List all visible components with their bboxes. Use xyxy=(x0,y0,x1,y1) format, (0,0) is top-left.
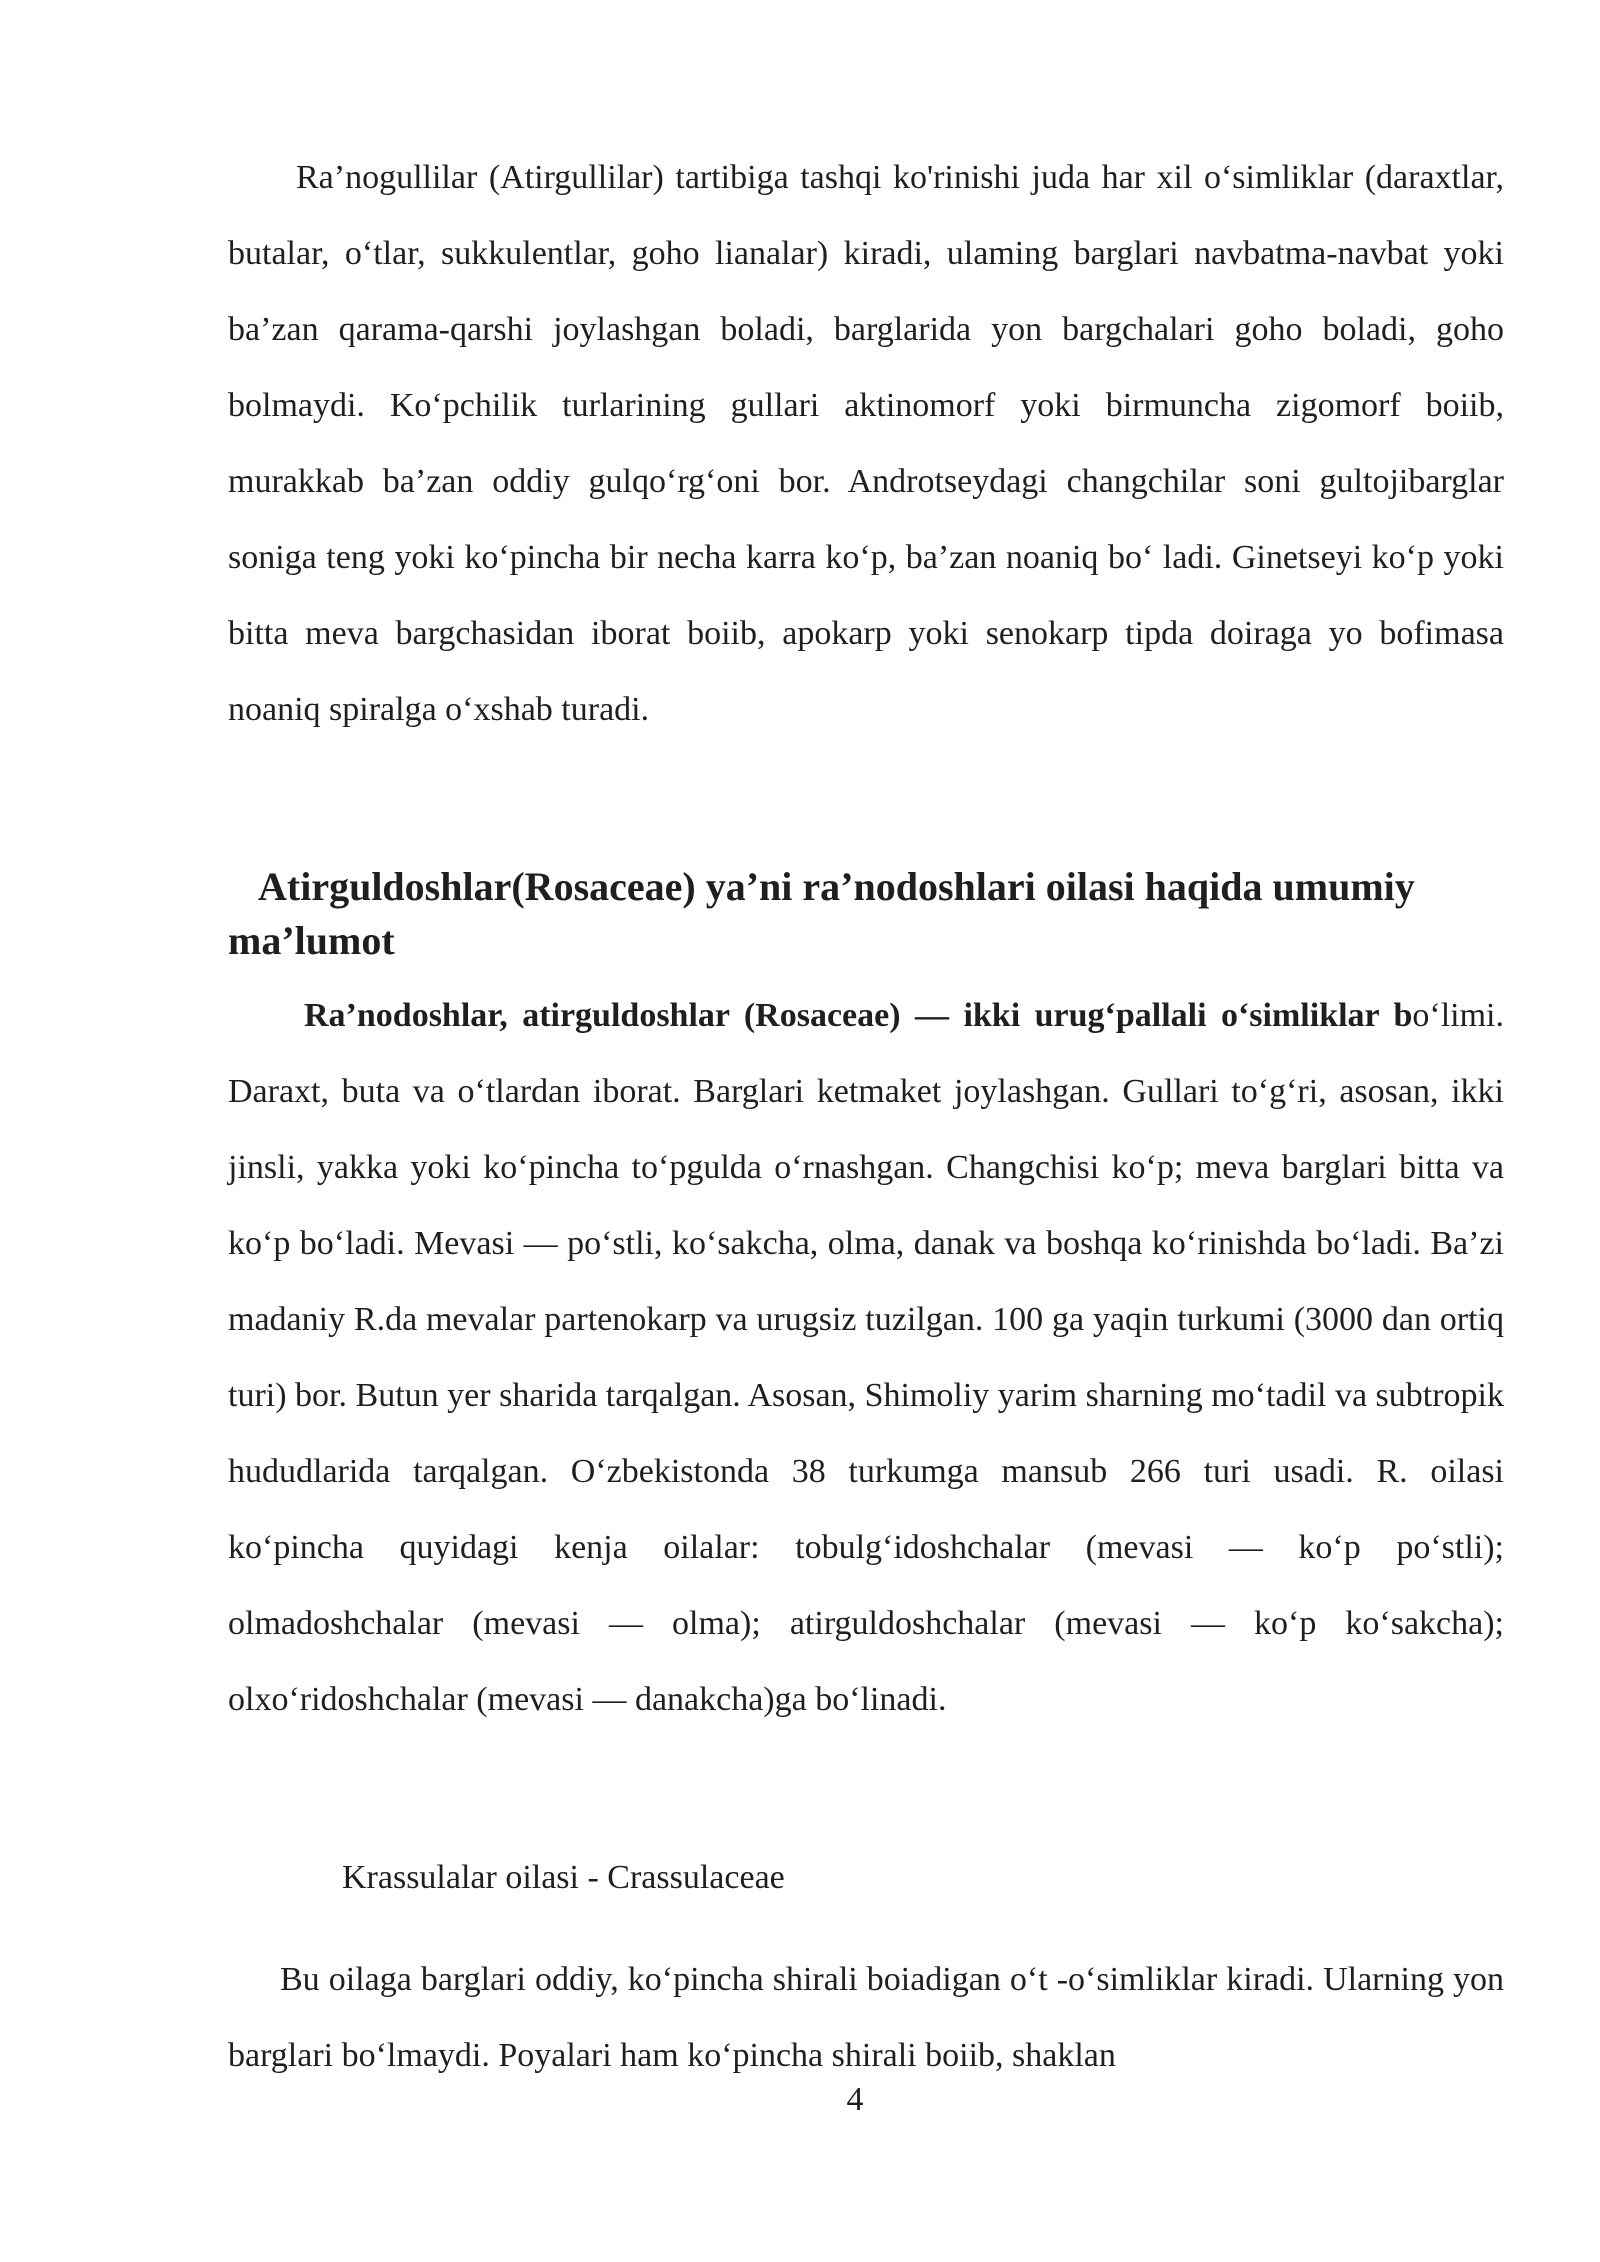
section-heading: Atirguldoshlar(Rosaceae) ya’ni ra’nodoshlari oilasi haqida umumiy ma’lumot xyxy=(228,864,1415,963)
body-paragraph-crassulaceae: Bu oilaga barglari oddiy, ko‘pincha shirali boiadigan o‘t -o‘simliklar kiradi. Ularning yon barglari bo‘lmaydi. Poyalari ham ko‘pincha shirali boiib, shaklan xyxy=(228,1961,1504,2074)
body-paragraph-intro: Ra’nogullilar (Atirgullilar) tartibiga tashqi ko'rinishi juda har xil o‘simliklar (daraxtlar, butalar, o‘tlar, sukkulentlar, goho lianalar) kiradi, ulaming barglari navbatma-navbat yoki ba’zan qarama-qarshi joylashgan boladi, barglarida yon bargchalari goho boladi, goho bolmaydi. Ko‘pchilik turlarining gullari aktinomorf yoki birmuncha zigomorf boiib, murakkab ba’zan oddiy gulqo‘rg‘oni bor. Androtseydagi changchilar soni gultojibarglar soniga teng yoki ko‘pincha bir necha karra ko‘p, ba’zan noaniq bo‘ ladi. Ginetseyi ko‘p yoki bitta meva bargchasidan iborat boiib, apokarp yoki senokarp tipda doiraga yo bofimasa noaniq spiralga o‘xshab turadi. xyxy=(228,159,1504,728)
paragraph-bold-lead: Ra’nodoshlar, atirguldoshlar (Rosaceae) — ikki urug‘pallali o‘simliklar b xyxy=(304,997,1413,1034)
paragraph-body-text: o‘limi. Daraxt, buta va o‘tlardan iborat. Barglari ketmaket joylashgan. Gullari to‘g‘ri, asosan, ikki jinsli, yakka yoki ko‘pincha to‘pgulda o‘rnashgan. Changchisi ko‘p; meva barglari bitta va ko‘p bo‘ladi. Mevasi — po‘stli, ko‘sakcha, olma, danak va boshqa ko‘rinishda bo‘ladi. Ba’zi madaniy R.da mevalar partenokarp va urugsiz tuzilgan. 100 ga yaqin turkumi (3000 dan ortiq turi) bor. Butun yer sharida tarqalgan. Asosan, Shimoliy yarim sharning mo‘tadil va subtropik hududlarida tarqalgan. O‘zbekistonda 38 turkumga mansub 266 turi usadi. R. oilasi ko‘pincha quyidagi kenja oilalar: tobulg‘idoshchalar (mevasi — ko‘p po‘stli); olmadoshchalar (mevasi — olma); atirguldoshchalar (mevasi — ko‘p ko‘sakcha); olxo‘ridoshchalar (mevasi — danakcha)ga bo‘linadi. xyxy=(228,997,1504,1718)
subsection-title: Krassulalar oilasi - Crassulaceae xyxy=(342,1859,785,1896)
body-paragraph-rosaceae xyxy=(228,978,1504,1738)
page-number: 4 xyxy=(846,2081,864,2118)
